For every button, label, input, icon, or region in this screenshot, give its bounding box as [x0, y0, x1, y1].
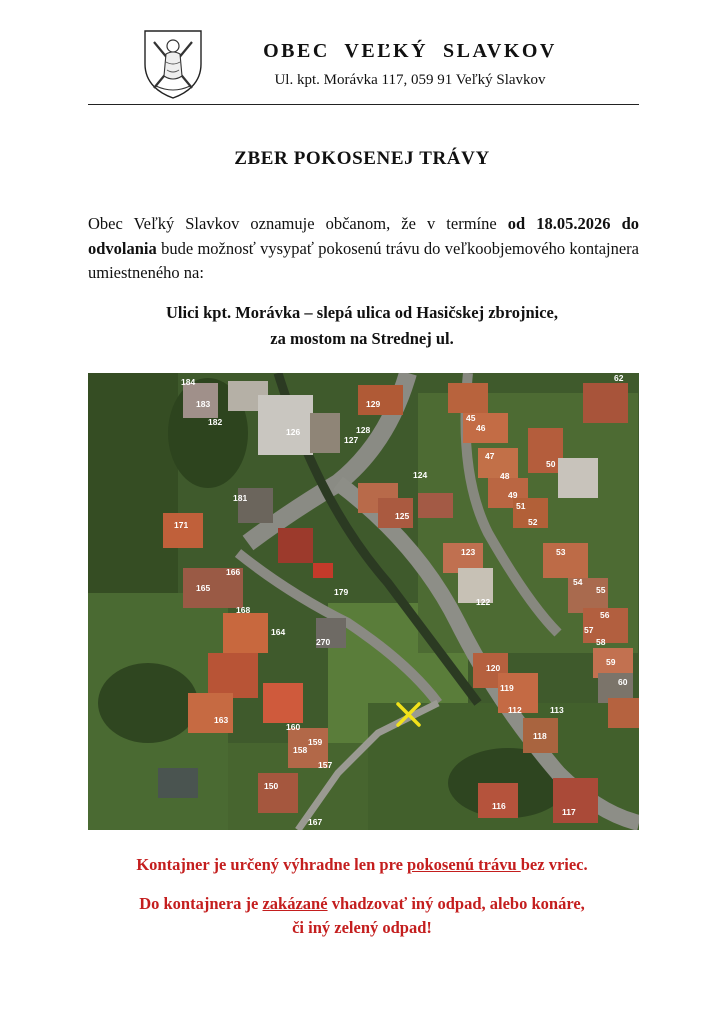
- svg-text:158: 158: [293, 745, 308, 755]
- svg-text:55: 55: [596, 585, 606, 595]
- svg-text:125: 125: [395, 511, 410, 521]
- warning-line-3: či iný zelený odpad!: [292, 918, 432, 937]
- svg-text:164: 164: [271, 627, 286, 637]
- svg-text:59: 59: [606, 657, 616, 667]
- svg-text:179: 179: [334, 587, 349, 597]
- warning-line-1: [0, 855, 724, 875]
- svg-text:163: 163: [214, 715, 229, 725]
- svg-text:171: 171: [174, 520, 189, 530]
- svg-text:270: 270: [316, 637, 331, 647]
- svg-text:117: 117: [562, 807, 576, 817]
- coat-of-arms-icon: [142, 28, 204, 100]
- warning-text: Kontajner je určený výhradne len pre: [136, 855, 408, 874]
- svg-text:122: 122: [476, 597, 491, 607]
- svg-text:167: 167: [308, 817, 323, 827]
- warning-forbidden-emphasis: zakázané: [262, 894, 328, 913]
- document-title: ZBER POKOSENEJ TRÁVY: [234, 148, 490, 169]
- svg-text:46: 46: [476, 423, 486, 433]
- location-line-2: za mostom na Strednej ul.: [270, 329, 454, 348]
- svg-text:160: 160: [286, 722, 301, 732]
- svg-text:47: 47: [485, 451, 495, 461]
- svg-text:129: 129: [366, 399, 381, 409]
- svg-text:62: 62: [614, 373, 624, 383]
- announcement-date-range: od 18.05.2026 do odvolania: [88, 214, 639, 258]
- svg-text:52: 52: [528, 517, 538, 527]
- svg-text:49: 49: [508, 490, 518, 500]
- svg-text:126: 126: [286, 427, 301, 437]
- svg-text:48: 48: [500, 471, 510, 481]
- svg-text:57: 57: [584, 625, 594, 635]
- svg-text:45: 45: [466, 413, 476, 423]
- svg-text:120: 120: [486, 663, 501, 673]
- svg-text:124: 124: [413, 470, 428, 480]
- svg-text:168: 168: [236, 605, 251, 615]
- svg-text:119: 119: [500, 683, 514, 693]
- municipality-address: Ul. kpt. Morávka 117, 059 91 Veľký Slavkov: [274, 72, 546, 88]
- svg-text:116: 116: [492, 801, 506, 811]
- svg-text:182: 182: [208, 417, 223, 427]
- svg-text:165: 165: [196, 583, 211, 593]
- svg-text:113: 113: [550, 705, 564, 715]
- announcement-text-2: bude možnosť vysypať pokosenú trávu do veľkoobjemového kontajnera umiestneného na:: [88, 238, 639, 282]
- svg-text:60: 60: [618, 677, 628, 687]
- svg-text:56: 56: [600, 610, 610, 620]
- svg-text:123: 123: [461, 547, 476, 557]
- svg-text:58: 58: [596, 637, 606, 647]
- warning-line-2: [0, 894, 724, 914]
- warning-text: bez vriec.: [520, 855, 588, 874]
- warning-text: vhadzovať iný odpad, alebo konáre,: [327, 894, 585, 913]
- svg-text:159: 159: [308, 737, 323, 747]
- svg-text:118: 118: [533, 731, 547, 741]
- header-divider: [88, 104, 639, 105]
- svg-text:184: 184: [181, 377, 196, 387]
- municipality-name: OBEC VEĽKÝ SLAVKOV: [263, 40, 557, 62]
- announcement-paragraph: [88, 212, 639, 286]
- svg-text:51: 51: [516, 501, 526, 511]
- svg-text:53: 53: [556, 547, 566, 557]
- svg-text:181: 181: [233, 493, 248, 503]
- svg-text:112: 112: [508, 705, 522, 715]
- announcement-text-1: Obec Veľký Slavkov oznamuje občanom, že v termíne: [88, 214, 508, 233]
- svg-text:157: 157: [318, 760, 333, 770]
- svg-text:128: 128: [356, 425, 371, 435]
- svg-text:50: 50: [546, 459, 556, 469]
- aerial-map-image: [88, 373, 639, 830]
- location-line-1: Ulici kpt. Morávka – slepá ulica od Hasičskej zbrojnice,: [165, 303, 559, 322]
- svg-text:150: 150: [264, 781, 279, 791]
- warning-text: Do kontajnera je: [139, 894, 263, 913]
- warning-grass-emphasis: pokosenú trávu: [407, 855, 521, 874]
- svg-text:54: 54: [573, 577, 583, 587]
- svg-text:183: 183: [196, 399, 211, 409]
- svg-text:166: 166: [226, 567, 241, 577]
- svg-text:127: 127: [344, 435, 359, 445]
